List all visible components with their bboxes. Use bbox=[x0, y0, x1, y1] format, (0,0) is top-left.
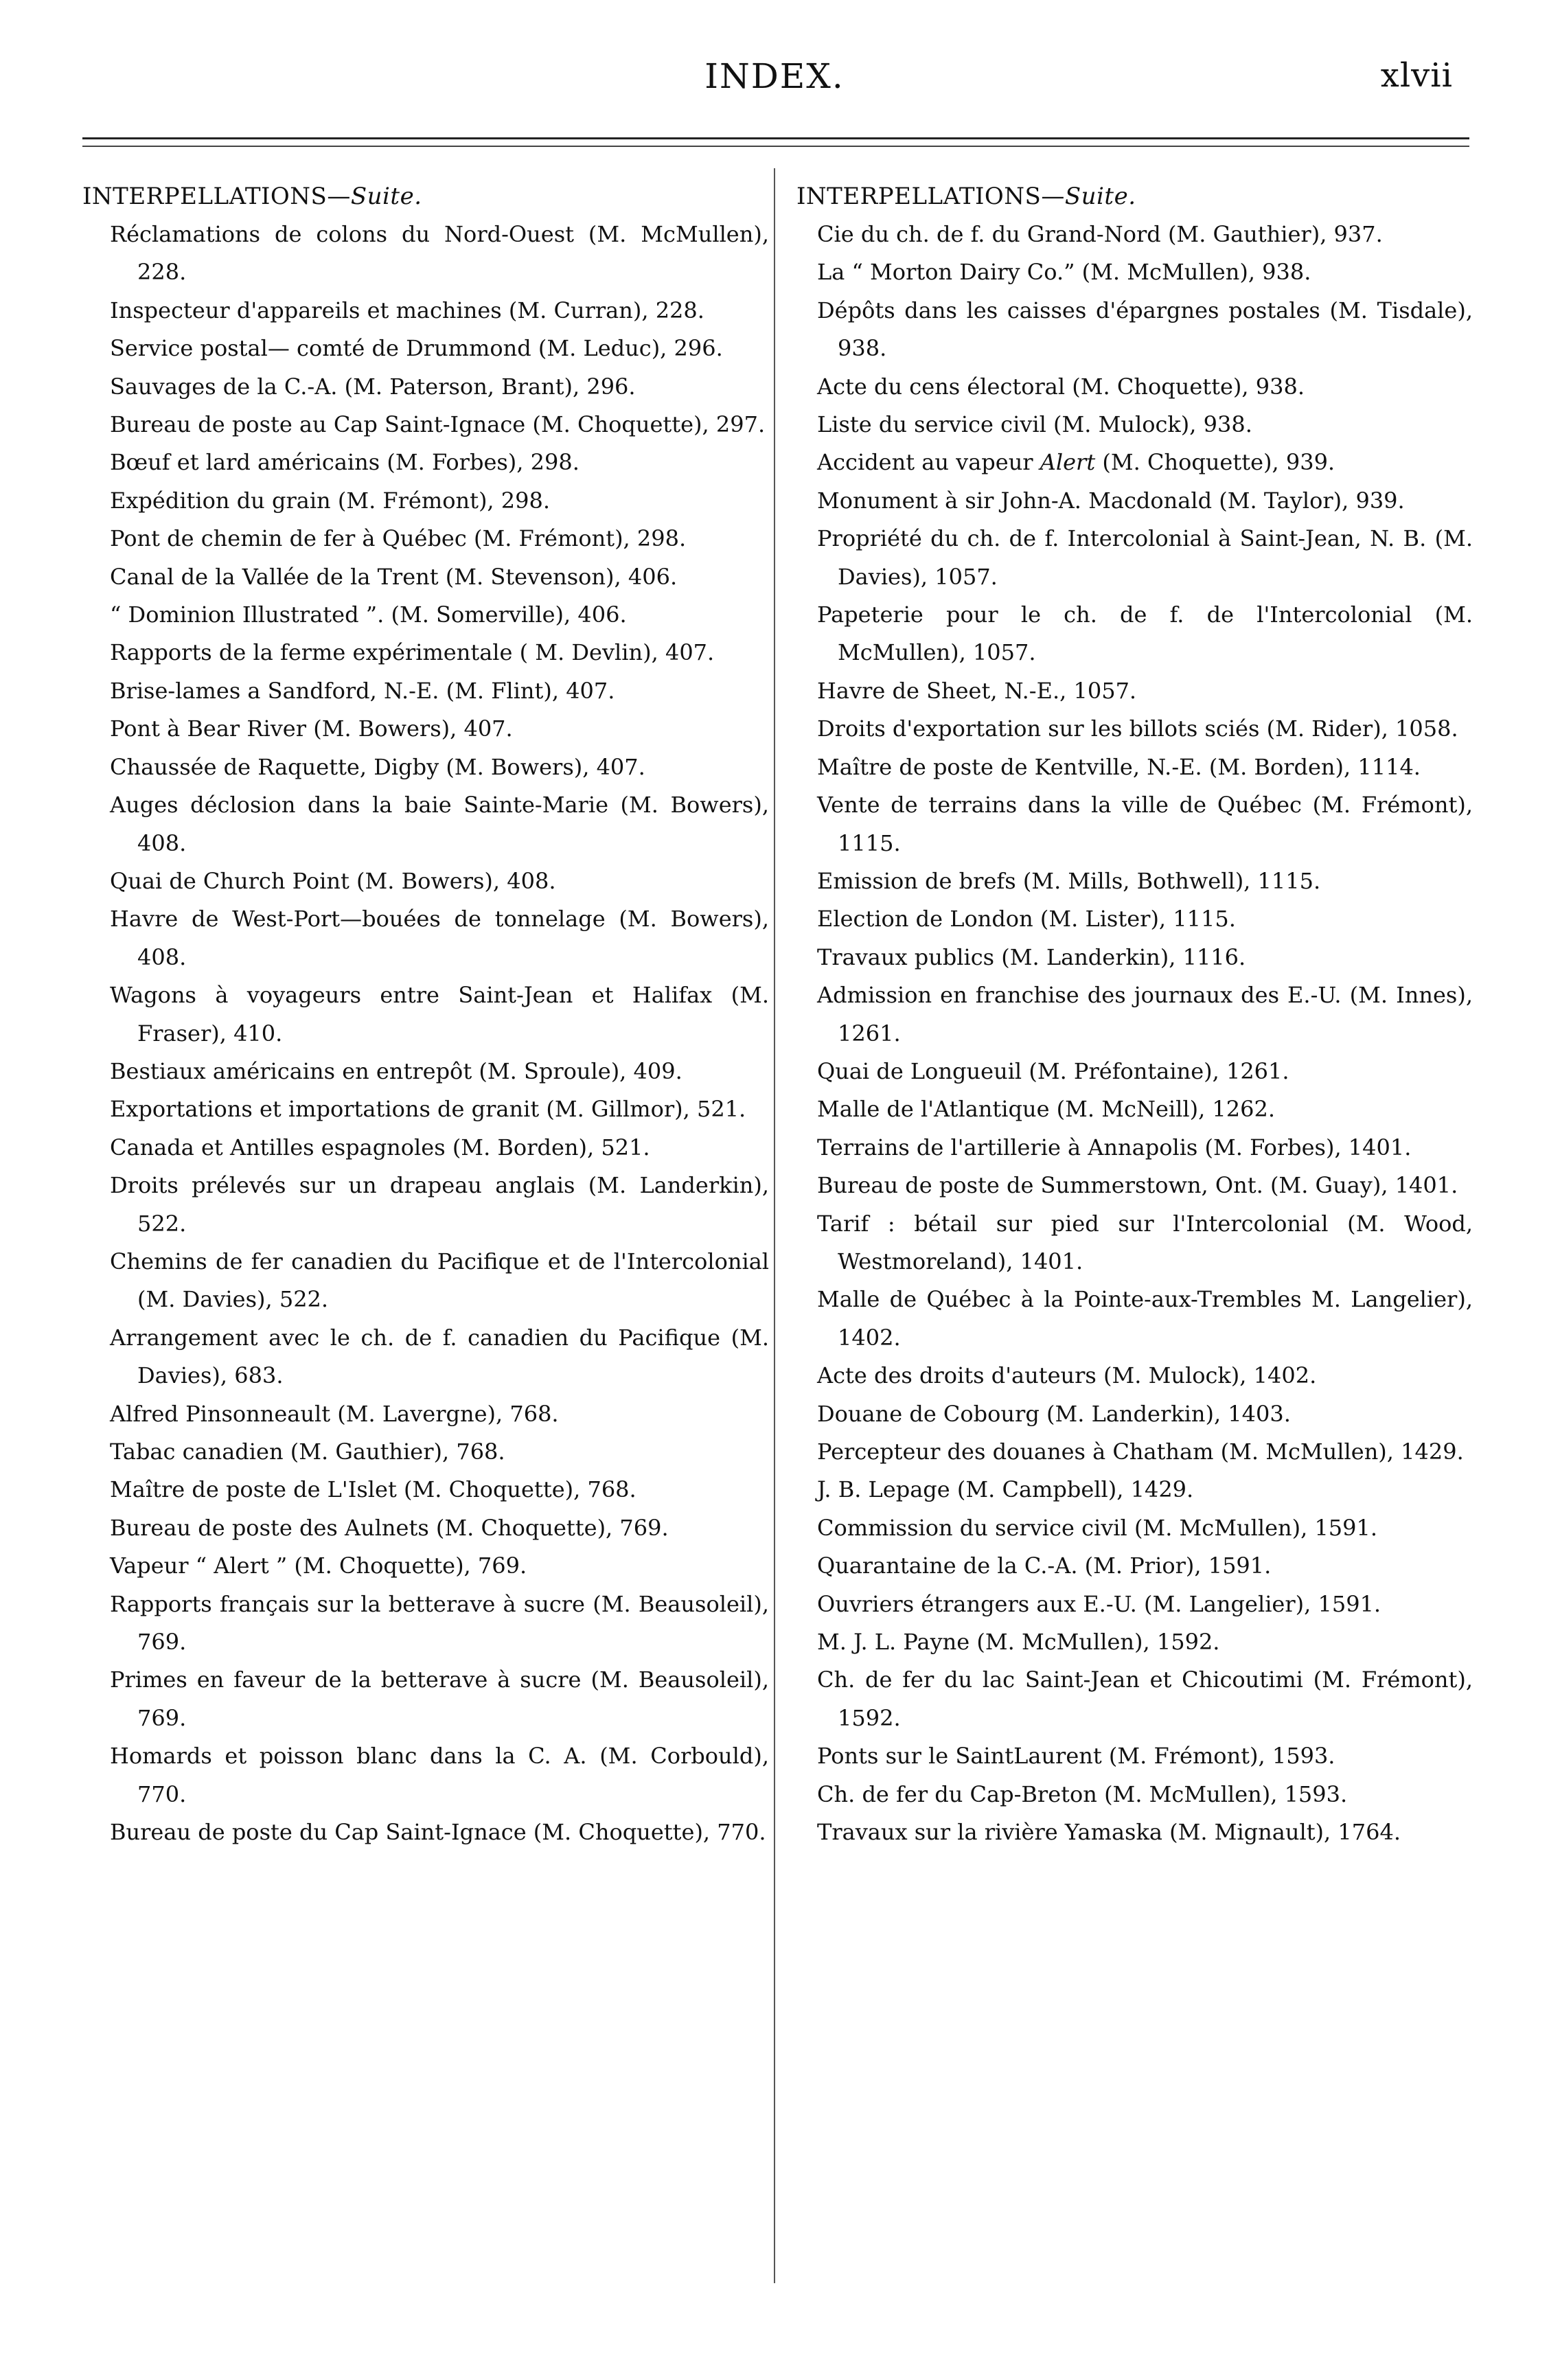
index-entry: Expédition du grain (M. Frémont), 298. bbox=[110, 487, 551, 514]
index-entry: Vapeur “ Alert ” (M. Choquette), 769. bbox=[110, 1553, 527, 1579]
index-entry: J. B. Lepage (M. Campbell), 1429. bbox=[817, 1476, 1194, 1503]
index-entry: Travaux publics (M. Landerkin), 1116. bbox=[817, 943, 1246, 970]
index-entry: Douane de Cobourg (M. Landerkin), 1403. bbox=[817, 1400, 1291, 1427]
index-entry: Chaussée de Raquette, Digby (M. Bowers), 407. bbox=[110, 753, 645, 780]
index-entry: M. J. L. Payne (M. McMullen), 1592. bbox=[817, 1629, 1220, 1656]
index-entry: Droits d'exportation sur les billots sciés (M. Rider), 1058. bbox=[817, 716, 1458, 742]
left-entry-list bbox=[82, 216, 769, 1851]
index-entry: Acte des droits d'auteurs (M. Mulock), 1402. bbox=[817, 1362, 1317, 1389]
section-heading-title: INTERPELLATIONS bbox=[796, 183, 1042, 210]
index-entry: Maître de poste de L'Islet (M. Choquette), 768. bbox=[110, 1476, 636, 1503]
index-entry: Pont de chemin de fer à Québec (M. Frémont), 298. bbox=[110, 525, 687, 552]
index-entry: Havre de Sheet, N.-E., 1057. bbox=[817, 677, 1137, 704]
index-entry: Quai de Church Point (M. Bowers), 408. bbox=[110, 867, 556, 894]
index-entry: Liste du service civil (M. Mulock), 938. bbox=[817, 411, 1252, 438]
index-entry: Accident au vapeur Alert (M. Choquette), 939. bbox=[817, 449, 1335, 476]
running-head bbox=[0, 56, 1549, 111]
index-entry: Brise-lames a Sandford, N.-E. (M. Flint), 407. bbox=[110, 677, 615, 704]
index-entry: Ponts sur le SaintLaurent (M. Frémont), 1593. bbox=[817, 1743, 1335, 1770]
column-divider bbox=[774, 168, 775, 2283]
index-entry: Monument à sir John-A. Macdonald (M. Taylor), 939. bbox=[817, 487, 1405, 514]
index-entry: Cie du ch. de f. du Grand-Nord (M. Gauthier), 937. bbox=[817, 221, 1383, 247]
section-heading-suffix: Suite. bbox=[1064, 183, 1136, 210]
index-entry: Ch. de fer du Cap-Breton (M. McMullen), 1593. bbox=[817, 1781, 1348, 1807]
index-entry: Arrangement avec le ch. de f. canadien du Pacifique (M. Davies), 683. bbox=[110, 1324, 769, 1389]
index-entry: Quarantaine de la C.-A. (M. Prior), 1591. bbox=[817, 1553, 1272, 1579]
index-entry: Auges déclosion dans la baie Sainte-Marie (M. Bowers), 408. bbox=[110, 792, 769, 856]
index-entry: Percepteur des douanes à Chatham (M. McMullen), 1429. bbox=[817, 1439, 1464, 1465]
index-entry: Bureau de poste de Summerstown, Ont. (M. Guay), 1401. bbox=[817, 1172, 1458, 1199]
index-entry: Malle de Québec à la Pointe-aux-Trembles M. Langelier), 1402. bbox=[817, 1286, 1473, 1351]
index-entry: Canal de la Vallée de la Trent (M. Stevenson), 406. bbox=[110, 563, 678, 590]
index-entry: Service postal— comté de Drummond (M. Leduc), 296. bbox=[110, 335, 723, 362]
index-entry: Emission de brefs (M. Mills, Bothwell), 1115. bbox=[817, 867, 1321, 894]
index-entry: Bestiaux américains en entrepôt (M. Sproule), 409. bbox=[110, 1057, 682, 1084]
section-heading-title: INTERPELLATIONS bbox=[82, 183, 328, 210]
index-entry: Rapports de la ferme expérimentale ( M. Devlin), 407. bbox=[110, 639, 715, 666]
index-entry: Exportations et importations de granit (M. Gillmor), 521. bbox=[110, 1096, 746, 1123]
index-entry: Chemins de fer canadien du Pacifique et de l'Intercolonial (M. Davies), 522. bbox=[110, 1248, 769, 1313]
index-entry: Ch. de fer du lac Saint-Jean et Chicoutimi (M. Frémont), 1592. bbox=[817, 1667, 1473, 1731]
index-entry: Ouvriers étrangers aux E.-U. (M. Langelier), 1591. bbox=[817, 1590, 1381, 1617]
index-entry: Havre de West-Port—bouées de tonnelage (M. Bowers), 408. bbox=[110, 906, 769, 970]
index-entry: Sauvages de la C.-A. (M. Paterson, Brant), 296. bbox=[110, 373, 636, 400]
index-entry: Admission en franchise des journaux des E.-U. (M. Innes), 1261. bbox=[817, 982, 1473, 1046]
index-entry: Election de London (M. Lister), 1115. bbox=[817, 906, 1236, 932]
index-entry: Réclamations de colons du Nord-Ouest (M. McMullen), 228. bbox=[110, 221, 769, 286]
index-entry: Maître de poste de Kentville, N.-E. (M. Borden), 1114. bbox=[817, 753, 1421, 780]
index-entry: La “ Morton Dairy Co.” (M. McMullen), 938. bbox=[817, 259, 1311, 286]
index-entry: Vente de terrains dans la ville de Québec (M. Frémont), 1115. bbox=[817, 792, 1473, 856]
index-entry: Bureau de poste au Cap Saint-Ignace (M. Choquette), 297. bbox=[110, 411, 766, 438]
section-heading: INTERPELLATIONS—Suite. bbox=[796, 183, 1136, 210]
index-entry: Papeterie pour le ch. de f. de l'Intercolonial (M. McMullen), 1057. bbox=[817, 602, 1473, 666]
index-entry: Bureau de poste du Cap Saint-Ignace (M. Choquette), 770. bbox=[110, 1819, 766, 1846]
right-entry-list bbox=[796, 216, 1473, 1851]
header-rule-secondary bbox=[82, 146, 1469, 147]
index-entry: Tabac canadien (M. Gauthier), 768. bbox=[110, 1439, 505, 1465]
index-entry: Inspecteur d'appareils et machines (M. Curran), 228. bbox=[110, 297, 704, 323]
section-heading-suffix: Suite. bbox=[350, 183, 422, 210]
section-heading: INTERPELLATIONS—Suite. bbox=[82, 183, 422, 210]
page-title: INDEX. bbox=[704, 56, 845, 96]
index-entry: Alfred Pinsonneault (M. Lavergne), 768. bbox=[110, 1400, 559, 1427]
index-entry: Quai de Longueuil (M. Préfontaine), 1261. bbox=[817, 1057, 1289, 1084]
index-entry: Dépôts dans les caisses d'épargnes postales (M. Tisdale), 938. bbox=[817, 297, 1473, 362]
header-rule bbox=[82, 137, 1469, 139]
index-entry: Malle de l'Atlantique (M. McNeill), 1262. bbox=[817, 1096, 1276, 1123]
index-entry: Terrains de l'artillerie à Annapolis (M. Forbes), 1401. bbox=[817, 1134, 1412, 1160]
index-entry: Bœuf et lard américains (M. Forbes), 298. bbox=[110, 449, 580, 476]
index-entry: Droits prélevés sur un drapeau anglais (M. Landerkin), 522. bbox=[110, 1172, 769, 1237]
page-number: xlvii bbox=[1380, 56, 1453, 95]
right-column bbox=[796, 177, 1473, 1851]
index-entry: Primes en faveur de la betterave à sucre (M. Beausoleil), 769. bbox=[110, 1667, 769, 1731]
left-column bbox=[82, 177, 769, 1851]
index-entry: Commission du service civil (M. McMullen), 1591. bbox=[817, 1514, 1378, 1541]
index-entry: Canada et Antilles espagnoles (M. Borden), 521. bbox=[110, 1134, 650, 1160]
index-entry: Tarif : bétail sur pied sur l'Intercolonial (M. Wood, Westmoreland), 1401. bbox=[817, 1210, 1473, 1274]
index-entry: Rapports français sur la betterave à sucre (M. Beausoleil), 769. bbox=[110, 1590, 769, 1656]
index-entry: Bureau de poste des Aulnets (M. Choquette), 769. bbox=[110, 1514, 669, 1541]
index-entry: Travaux sur la rivière Yamaska (M. Mignault), 1764. bbox=[817, 1819, 1401, 1846]
vessel-name: Alert bbox=[1040, 449, 1096, 476]
index-entry: Pont à Bear River (M. Bowers), 407. bbox=[110, 716, 513, 742]
index-entry: Propriété du ch. de f. Intercolonial à Saint-Jean, N. B. (M. Davies), 1057. bbox=[817, 525, 1473, 590]
index-entry: Homards et poisson blanc dans la C. A. (M. Corbould), 770. bbox=[110, 1743, 769, 1807]
index-entry: Wagons à voyageurs entre Saint-Jean et Halifax (M. Fraser), 410. bbox=[110, 982, 769, 1046]
index-entry: “ Dominion Illustrated ”. (M. Somerville), 406. bbox=[110, 602, 627, 628]
index-entry: Acte du cens électoral (M. Choquette), 938. bbox=[817, 373, 1305, 400]
